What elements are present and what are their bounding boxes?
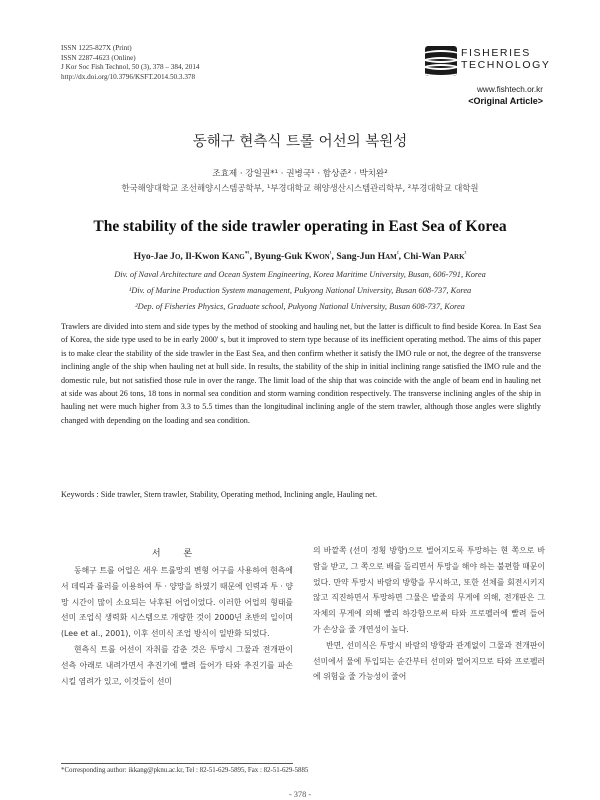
footnote-rule	[61, 763, 293, 764]
body-column-right	[313, 543, 545, 685]
author-name: Sang-Jun Ham$^{^2}$,	[336, 251, 404, 263]
paragraph: 의 바깥쪽 (선미 정횡 방향)으로 벌어지도록 투망하는 현 쪽으로 바람을 받고, 그 쪽으로 배를 돌리면서 투망을 해야 하는 불편함 때문이었다. 만약 투망시 바람의 방향을 무시하고, 또한 선체를 회전시키지 않고 직진하면서 투망하면 그물은 발줄의 무게에 의해, 전개판은 그 자체의 무게에 의해 빨리 하강함으로써 타와 프로펠러에 빨려 들어가 손상을 줄 개연성이 높다.	[313, 546, 546, 634]
english-affiliation-2: ²Dep. of Fisheries Physics, Graduate school, Pukyong National University, Busan 608-737, Korea	[135, 302, 465, 311]
author-name: Byung-Guk Kwon$^{^1}$,	[254, 251, 337, 263]
corresponding-author-footnote: *Corresponding author: ikkang@pknu.ac.kr, Tel : 82-51-629-5895, Fax : 82-51-629-5885	[61, 767, 309, 774]
paragraph: 현측식 트롤 어선이 자취를 감춘 것은 투망시 그물과 전개판이 선측 아래로 내려가면서 추진기에 빨려 들어가 타와 추진기를 파손시킬 염려가 있고, 이것들이 선미	[61, 644, 293, 686]
journal-logo	[425, 46, 551, 80]
issn-online: ISSN 2287-4623 (Online)	[61, 53, 136, 62]
issn-print: ISSN 1225-827X (Print)	[61, 44, 132, 52]
english-affiliation-1: ¹Div. of Marine Production System management, Pukyong National University, Busan 608-737, Korea	[128, 286, 472, 295]
korean-affiliation: 한국해양대학교 조선해양시스템공학부, ¹부경대학교 해양생산시스템관리학부, ²부경대학교 대학원	[121, 183, 479, 193]
author-name: Hyo-Jae Jo,	[133, 251, 186, 263]
paragraph: 동해구 트롤 어업은 새우 트롤망의 변형 어구를 사용하여 현측에서 데릭과 롤러를 이용하여 투 · 양망을 하였기 때문에 인력과 투 · 양망 시간이 많이 소요되는 낙후된 어업이었다. 이러한 어업의 형태를 선미 조업식 생력화 시스템으로 개량한 것이 2000년 초반의 일이며 (Lee et al., 2001), 이후 선미식 조업 방식이 일반화 되었다.	[61, 566, 293, 639]
fish-wave-icon	[425, 46, 457, 76]
website-link[interactable]: www.fishtech.or.kr	[477, 85, 543, 94]
citation: J Kor Soc Fish Technol, 50 (3), 378 – 384, 2014	[61, 63, 200, 72]
korean-authors: 조효제 · 강일권*¹ · 권병국¹ · 함상준² · 박치완²	[212, 169, 388, 179]
doi-link[interactable]: http://dx.doi.org/10.3796/KSFT.2014.50.3.378	[61, 72, 196, 81]
english-affiliation-0: Div. of Naval Architecture and Ocean System Engineering, Korea Maritime University, Busan, 606-791, Korea	[114, 270, 486, 279]
author-name: Chi-Wan Park$^{^2}$	[403, 251, 467, 263]
logo-text: FISHERIES TECHNOLOGY	[461, 47, 551, 71]
article-type: <Original Article>	[468, 96, 543, 106]
paragraph: 반면, 선미식은 투망시 바람의 방향과 관계없이 그물과 전개판이 선미에서 물에 투입되는 순간부터 선미와 멀어지므로 타와 프로펠러에 위험을 줄 가능성이 줄어	[313, 640, 545, 682]
section-heading: 서 론	[151, 549, 203, 559]
keywords: Keywords : Side trawler, Stern trawler, Stability, Operating method, Inclining angle, Hauling net.	[61, 490, 378, 499]
author-name: Il-Kwon Kang$^{*^1}$,	[185, 251, 255, 263]
page-number: - 378 -	[288, 790, 312, 799]
english-authors	[0, 251, 600, 262]
abstract: Trawlers are divided into stern and side types by the method of stooking and hauling net, but the latter is difficult to find beside Korea. In East Sea of Korea, the side type used to be in early 2000' s, but it improved to stern type because of its inefficient operating method. The aims of this paper is to make clear the stability of the side trawler in the East Sea, and then confirm whether it satisfy the IMO rule or not, the degree of the transverse inclining angle of the ship when hauling net at hull side. In results, the stability of the ship in initial inclining range satisfied the IMO rule and the domestic rule, but not satisfied those rule in over the range. The limit load of the ship that was coincide with the angle of beam end in hauling net at side was about 26 tons, 18 tons in normal sea condition and storm warning condition respectively. The transverse inclining angles of the ship in hauling net were much higher from 3.3 to 5.5 times than the longitudinal inclining angle of the stern trawler, although those angles were slightly changed with depending on the loading and sea condition.	[61, 322, 541, 425]
journal-meta	[61, 44, 200, 82]
korean-title: 동해구 현측식 트롤 어선의 복원성	[192, 134, 408, 150]
body-column-left	[61, 563, 293, 689]
english-title: The stability of the side trawler operating in East Sea of Korea	[93, 218, 507, 235]
